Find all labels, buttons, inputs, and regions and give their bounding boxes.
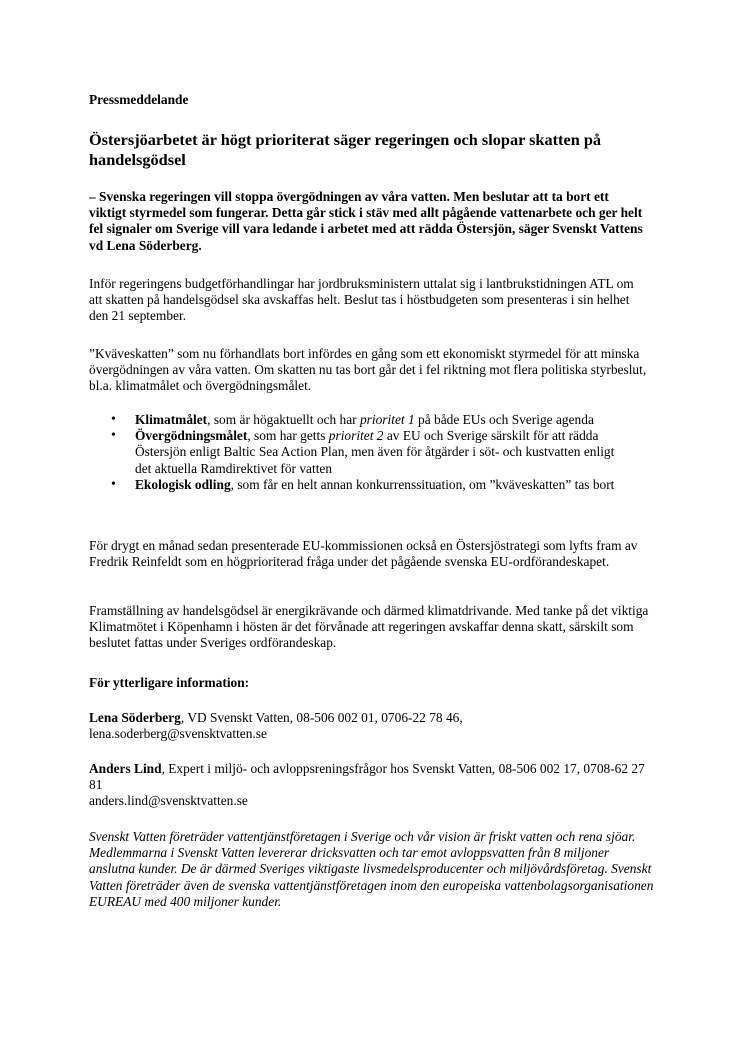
list-item-text: , som har getts <box>247 428 329 444</box>
list-item <box>111 412 631 428</box>
list-item-text: , som får en helt annan konkurrenssituation, om ”kväveskatten” tas bort <box>230 476 615 492</box>
lead-paragraph: – Svenska regeringen vill stoppa övergödningen av våra vatten. Men beslutar att ta bort ett viktigt styrmedel som fungerar. Detta går stick i stäv med allt pågående vattenarbete och ger helt fel signaler om Sverige vill vara ledande i arbetet med att rädda Östersjön, säger Svenskt Vattens vd Lena Söderberg. <box>89 189 643 253</box>
about-organization: Svenskt Vatten företräder vattentjänstföretagen i Sverige och vår vision är friskt vatten och rena sjöar. Medlemmarna i Svenskt Vatten levererar dricksvatten och tar emot avloppsvatten från 8 miljoner anslutna kunder. De är därmed Sveriges viktigaste livsmedelsproducenter och miljövårdsföretag. Svenskt Vatten företräder även de svenska vattentjänstföretagen inom den europeiska vattenbolagsorganisationen EUREAU med 400 miljoner kunder. <box>89 829 654 909</box>
contact-email[interactable]: anders.lind@svensktvatten.se <box>89 793 248 809</box>
list-item-text: , som är högaktuellt och har <box>207 412 360 427</box>
body-paragraph-3: För drygt en månad sedan presenterade EU-kommissionen också en Östersjöstrategi som lyfts fram av Fredrik Reinfeldt som en högprioriterad fråga under det pågående svenska EU-ordförandeskapet. <box>89 538 638 570</box>
contact-details: , Expert i miljö- och avloppsreningsfrågor hos Svenskt Vatten, 08-506 002 17, 0708-62 27 81 <box>89 761 645 793</box>
list-item-emphasis: prioritet 2 <box>328 428 384 444</box>
contact-block-1 <box>89 710 659 742</box>
list-item-term: Övergödningsmålet <box>135 428 248 444</box>
contact-email[interactable]: lena.soderberg@svensktvatten.se <box>89 726 267 742</box>
list-item <box>111 428 631 477</box>
list-item-term: Klimatmålet <box>135 412 208 427</box>
body-paragraph-1: Inför regeringens budgetförhandlingar har jordbruksministern uttalat sig i lantbrukstidningen ATL om att skatten på handelsgödsel ska avskaffas helt. Beslut tas i höstbudgeten som presenteras i sin helhet den 21 september. <box>89 276 634 324</box>
list-item-term: Ekologisk odling <box>135 476 231 492</box>
page-title: Östersjöarbetet är högt prioriterat säger regeringen och slopar skatten på handelsgödsel <box>89 130 602 169</box>
contact-name: Lena Söderberg <box>89 710 181 725</box>
contact-name: Anders Lind <box>89 761 162 776</box>
contact-details: , VD Svenskt Vatten, 08-506 002 01, 0706-22 78 46, <box>180 710 463 725</box>
contact-block-2 <box>89 761 659 810</box>
list-item-text: av EU och Sverige särskilt för att rädda Östersjön enligt Baltic Sea Action Plan, men även för åtgärder i söt- och kustvatten enligt det aktuella Ramdirektivet för vatten <box>135 428 615 476</box>
contact-heading: För ytterligare information: <box>89 675 250 690</box>
list-item-emphasis: prioritet 1 <box>359 412 415 427</box>
list-item-text: på både EUs och Sverige agenda <box>414 412 594 427</box>
goals-list <box>111 412 631 493</box>
body-paragraph-2: ”Kväveskatten” som nu förhandlats bort infördes en gång som ett ekonomiskt styrmedel för att minska övergödningen av våra vatten. Om skatten nu tas bort går det i fel riktning mot flera politiska styrbeslut, bl.a. klimatmålet och övergödningsmålet. <box>89 346 647 394</box>
list-item <box>111 477 631 493</box>
document-type-label: Pressmeddelande <box>89 92 189 107</box>
body-paragraph-4: Framställning av handelsgödsel är energikrävande och därmed klimatdrivande. Med tanke på det viktiga Klimatmötet i Köpenhamn i hösten är det förvånade att regeringen avskaffar denna skatt, särskilt som beslutet fattas under Sveriges ordförandeskap. <box>89 603 649 651</box>
